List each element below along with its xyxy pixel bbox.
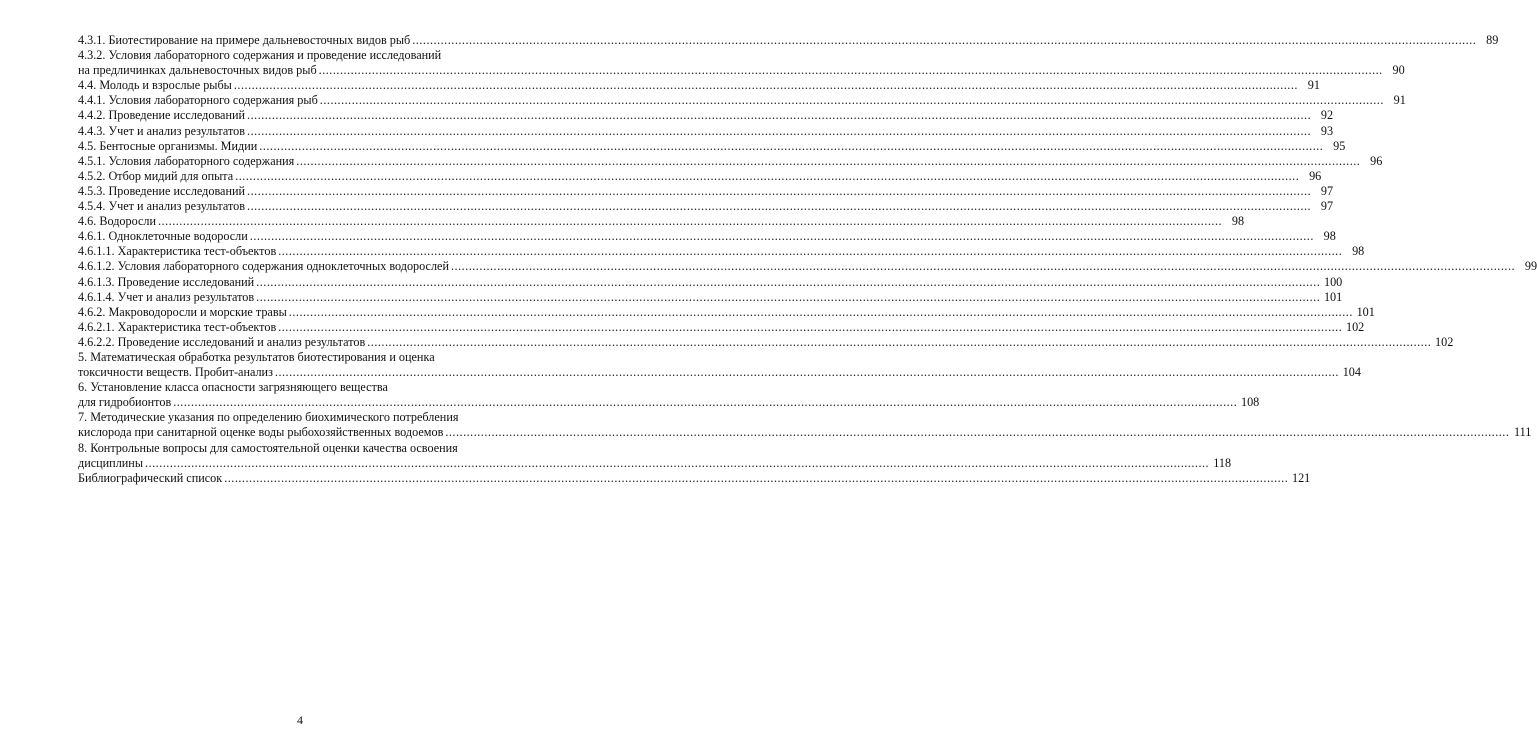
toc-leader-dots: ............................................................................................................................................................................................................................................................................................................ xyxy=(319,93,1384,108)
toc-entry xyxy=(78,319,1365,335)
toc-entry-page: 100 xyxy=(1323,274,1343,289)
toc-entry-page: 91 xyxy=(1307,78,1320,93)
toc-entry-title: 4.6.1.1. Характеристика тест-объектов xyxy=(78,244,277,259)
toc-entry xyxy=(78,440,1232,471)
toc-entry-page: 91 xyxy=(1393,93,1406,108)
toc-entry xyxy=(78,304,1375,320)
toc-entry xyxy=(78,349,1361,380)
toc-entry-title: 4.6. Водоросли xyxy=(78,214,156,229)
toc-entry-page: 101 xyxy=(1323,289,1343,304)
toc-leader-dots: ............................................................................................................................................................................................................................................................................................................ xyxy=(450,259,1516,274)
toc-entry xyxy=(78,138,1346,154)
toc-entry xyxy=(78,33,1499,48)
toc-entry-page: 118 xyxy=(1213,455,1232,470)
toc-leader-dots: ............................................................................................................................................................................................................................................................................................................ xyxy=(247,199,1312,214)
page-number: 4 xyxy=(297,713,303,727)
toc-entry-title: 4.4.3. Учет и анализ результатов xyxy=(78,123,246,138)
toc-entry-title-line: 5. Математическая обработка результатов биотестирования и оценка xyxy=(78,349,435,364)
toc-entry-title-line: дисциплины xyxy=(78,455,144,470)
toc-entry xyxy=(78,153,1383,169)
toc-entry-title-line: кислорода при санитарной оценке воды рыбохозяйственных водоемов xyxy=(78,425,444,440)
toc-entry xyxy=(78,93,1406,108)
toc-entry xyxy=(78,48,1405,78)
toc-entry-page: 121 xyxy=(1291,470,1311,485)
toc-entry xyxy=(78,274,1343,290)
toc-entry-title: 4.6.1.4. Учет и анализ результатов xyxy=(78,289,255,304)
toc-entry-title: 4.3.1. Биотестирование на примере дальневосточных видов рыб xyxy=(78,33,411,47)
toc-entry-page: 98 xyxy=(1352,244,1365,259)
toc-leader-dots: ............................................................................................................................................................................................................................................................................................................ xyxy=(278,319,1343,334)
toc-leader-dots: ............................................................................................................................................................................................................................................................................................................ xyxy=(288,304,1353,319)
toc-leader-dots: ............................................................................................................................................................................................................................................................................................................ xyxy=(233,78,1298,93)
toc-entry-page: 90 xyxy=(1392,63,1405,78)
toc-leader-dots: ............................................................................................................................................................................................................................................................................................................ xyxy=(278,244,1343,259)
toc-entry xyxy=(78,183,1334,199)
toc-leader-dots: ............................................................................................................................................................................................................................................................................................................ xyxy=(158,214,1223,229)
toc-entry-page: 102 xyxy=(1345,319,1365,334)
toc-entry xyxy=(78,229,1336,244)
toc-entry-title: 4.4.1. Условия лабораторного содержания рыб xyxy=(78,93,318,108)
toc-entry-page: 97 xyxy=(1320,183,1334,198)
toc-entry-page: 97 xyxy=(1320,199,1334,214)
toc-entry-page: 99 xyxy=(1524,259,1537,274)
toc-leader-dots: ............................................................................................................................................................................................................................................................................................................ xyxy=(173,395,1238,410)
toc-entry-title: 4.6.2.2. Проведение исследований и анализ результатов xyxy=(78,334,366,349)
toc-entry-title: 4.6.1.3. Проведение исследований xyxy=(78,274,255,289)
toc-leader-dots: ............................................................................................................................................................................................................................................................................................................ xyxy=(367,334,1432,349)
toc-entry-title: 4.6.1.2. Условия лабораторного содержания одноклеточных водорослей xyxy=(78,259,449,274)
toc-entry xyxy=(78,244,1365,259)
toc-entry-title: 4.5. Бентосные организмы. Мидии xyxy=(78,138,258,153)
toc-leader-dots: ............................................................................................................................................................................................................................................................................................................ xyxy=(318,63,1383,78)
toc-entry xyxy=(78,199,1334,214)
toc-leader-dots: ............................................................................................................................................................................................................................................................................................................ xyxy=(259,138,1324,153)
toc-entry-title: 4.4.2. Проведение исследований xyxy=(78,108,246,123)
toc-entry-title: 4.5.3. Проведение исследований xyxy=(78,183,246,198)
toc-entry-page: 89 xyxy=(1486,33,1499,47)
toc-entry-page: 98 xyxy=(1323,229,1336,244)
toc-entry-title: 4.5.4. Учет и анализ результатов xyxy=(78,199,246,214)
toc-entry-page: 93 xyxy=(1320,123,1334,138)
toc-entry xyxy=(78,168,1322,184)
toc-entry-title-line: 7. Методические указания по определению биохимического потребления xyxy=(78,410,459,425)
toc-entry-page: 92 xyxy=(1320,108,1334,123)
toc-entry-page: 96 xyxy=(1370,153,1383,168)
toc-entry xyxy=(78,78,1320,93)
toc-leader-dots: ............................................................................................................................................................................................................................................................................................................ xyxy=(249,229,1314,244)
toc-entry-page: 108 xyxy=(1240,395,1260,410)
toc-entry xyxy=(78,380,1260,410)
toc-entry xyxy=(78,410,1532,440)
toc-entry-title-line: 6. Установление класса опасности загрязняющего вещества xyxy=(78,380,388,395)
toc-leader-dots: ............................................................................................................................................................................................................................................................................................................ xyxy=(445,425,1510,440)
toc-entry xyxy=(78,470,1311,486)
toc-entry-page: 96 xyxy=(1309,168,1322,183)
toc-entry-title: 4.6.1. Одноклеточные водоросли xyxy=(78,229,248,244)
toc-entry-title-line: для гидробионтов xyxy=(78,395,172,410)
toc-entry-title: 4.4. Молодь и взрослые рыбы xyxy=(78,78,232,93)
toc-entry-title: 4.5.1. Условия лабораторного содержания xyxy=(78,153,295,168)
toc-leader-dots: ............................................................................................................................................................................................................................................................................................................ xyxy=(256,274,1321,289)
toc-entry xyxy=(78,259,1537,274)
toc-leader-dots: ............................................................................................................................................................................................................................................................................................................ xyxy=(247,123,1312,138)
toc-leader-dots: ............................................................................................................................................................................................................................................................................................................ xyxy=(296,153,1361,168)
toc-entry-title: Библиографический список xyxy=(78,470,223,485)
toc-entry xyxy=(78,123,1334,139)
toc-leader-dots: ............................................................................................................................................................................................................................................................................................................ xyxy=(247,183,1312,198)
toc-entry-title-line: токсичности веществ. Пробит-анализ xyxy=(78,365,273,380)
toc-entry-title: 4.6.2.1. Характеристика тест-объектов xyxy=(78,319,277,334)
toc-entry-page: 111 xyxy=(1514,425,1532,440)
toc-entry-title-line: на предличинках дальневосточных видов рыб xyxy=(78,63,317,78)
toc-entry-title-line: 8. Контрольные вопросы для самостоятельной оценки качества освоения xyxy=(78,440,458,455)
toc-leader-dots: ............................................................................................................................................................................................................................................................................................................ xyxy=(235,168,1300,183)
toc-entry-page: 102 xyxy=(1435,334,1454,349)
toc-entry-page: 101 xyxy=(1356,304,1375,319)
toc-entry xyxy=(78,334,1454,350)
toc-entry-title-line: 4.3.2. Условия лабораторного содержания и проведение исследований xyxy=(78,48,442,63)
toc-leader-dots: ............................................................................................................................................................................................................................................................................................................ xyxy=(145,455,1210,470)
toc-leader-dots: ............................................................................................................................................................................................................................................................................................................ xyxy=(412,33,1477,47)
toc-entry-title: 4.6.2. Макроводоросли и морские травы xyxy=(78,304,287,319)
toc-leader-dots: ............................................................................................................................................................................................................................................................................................................ xyxy=(247,108,1312,123)
toc-entry xyxy=(78,108,1334,123)
toc-entry xyxy=(78,289,1343,305)
toc-leader-dots: ............................................................................................................................................................................................................................................................................................................ xyxy=(256,289,1321,304)
toc-leader-dots: ............................................................................................................................................................................................................................................................................................................ xyxy=(274,365,1339,380)
toc-entry xyxy=(78,214,1245,229)
table-of-contents xyxy=(78,33,1537,486)
toc-entry-title: 4.5.2. Отбор мидий для опыта xyxy=(78,168,234,183)
toc-leader-dots: ............................................................................................................................................................................................................................................................................................................ xyxy=(224,470,1289,485)
toc-entry-page: 98 xyxy=(1231,214,1245,229)
toc-entry-page: 104 xyxy=(1342,365,1361,380)
toc-entry-page: 95 xyxy=(1333,138,1346,153)
